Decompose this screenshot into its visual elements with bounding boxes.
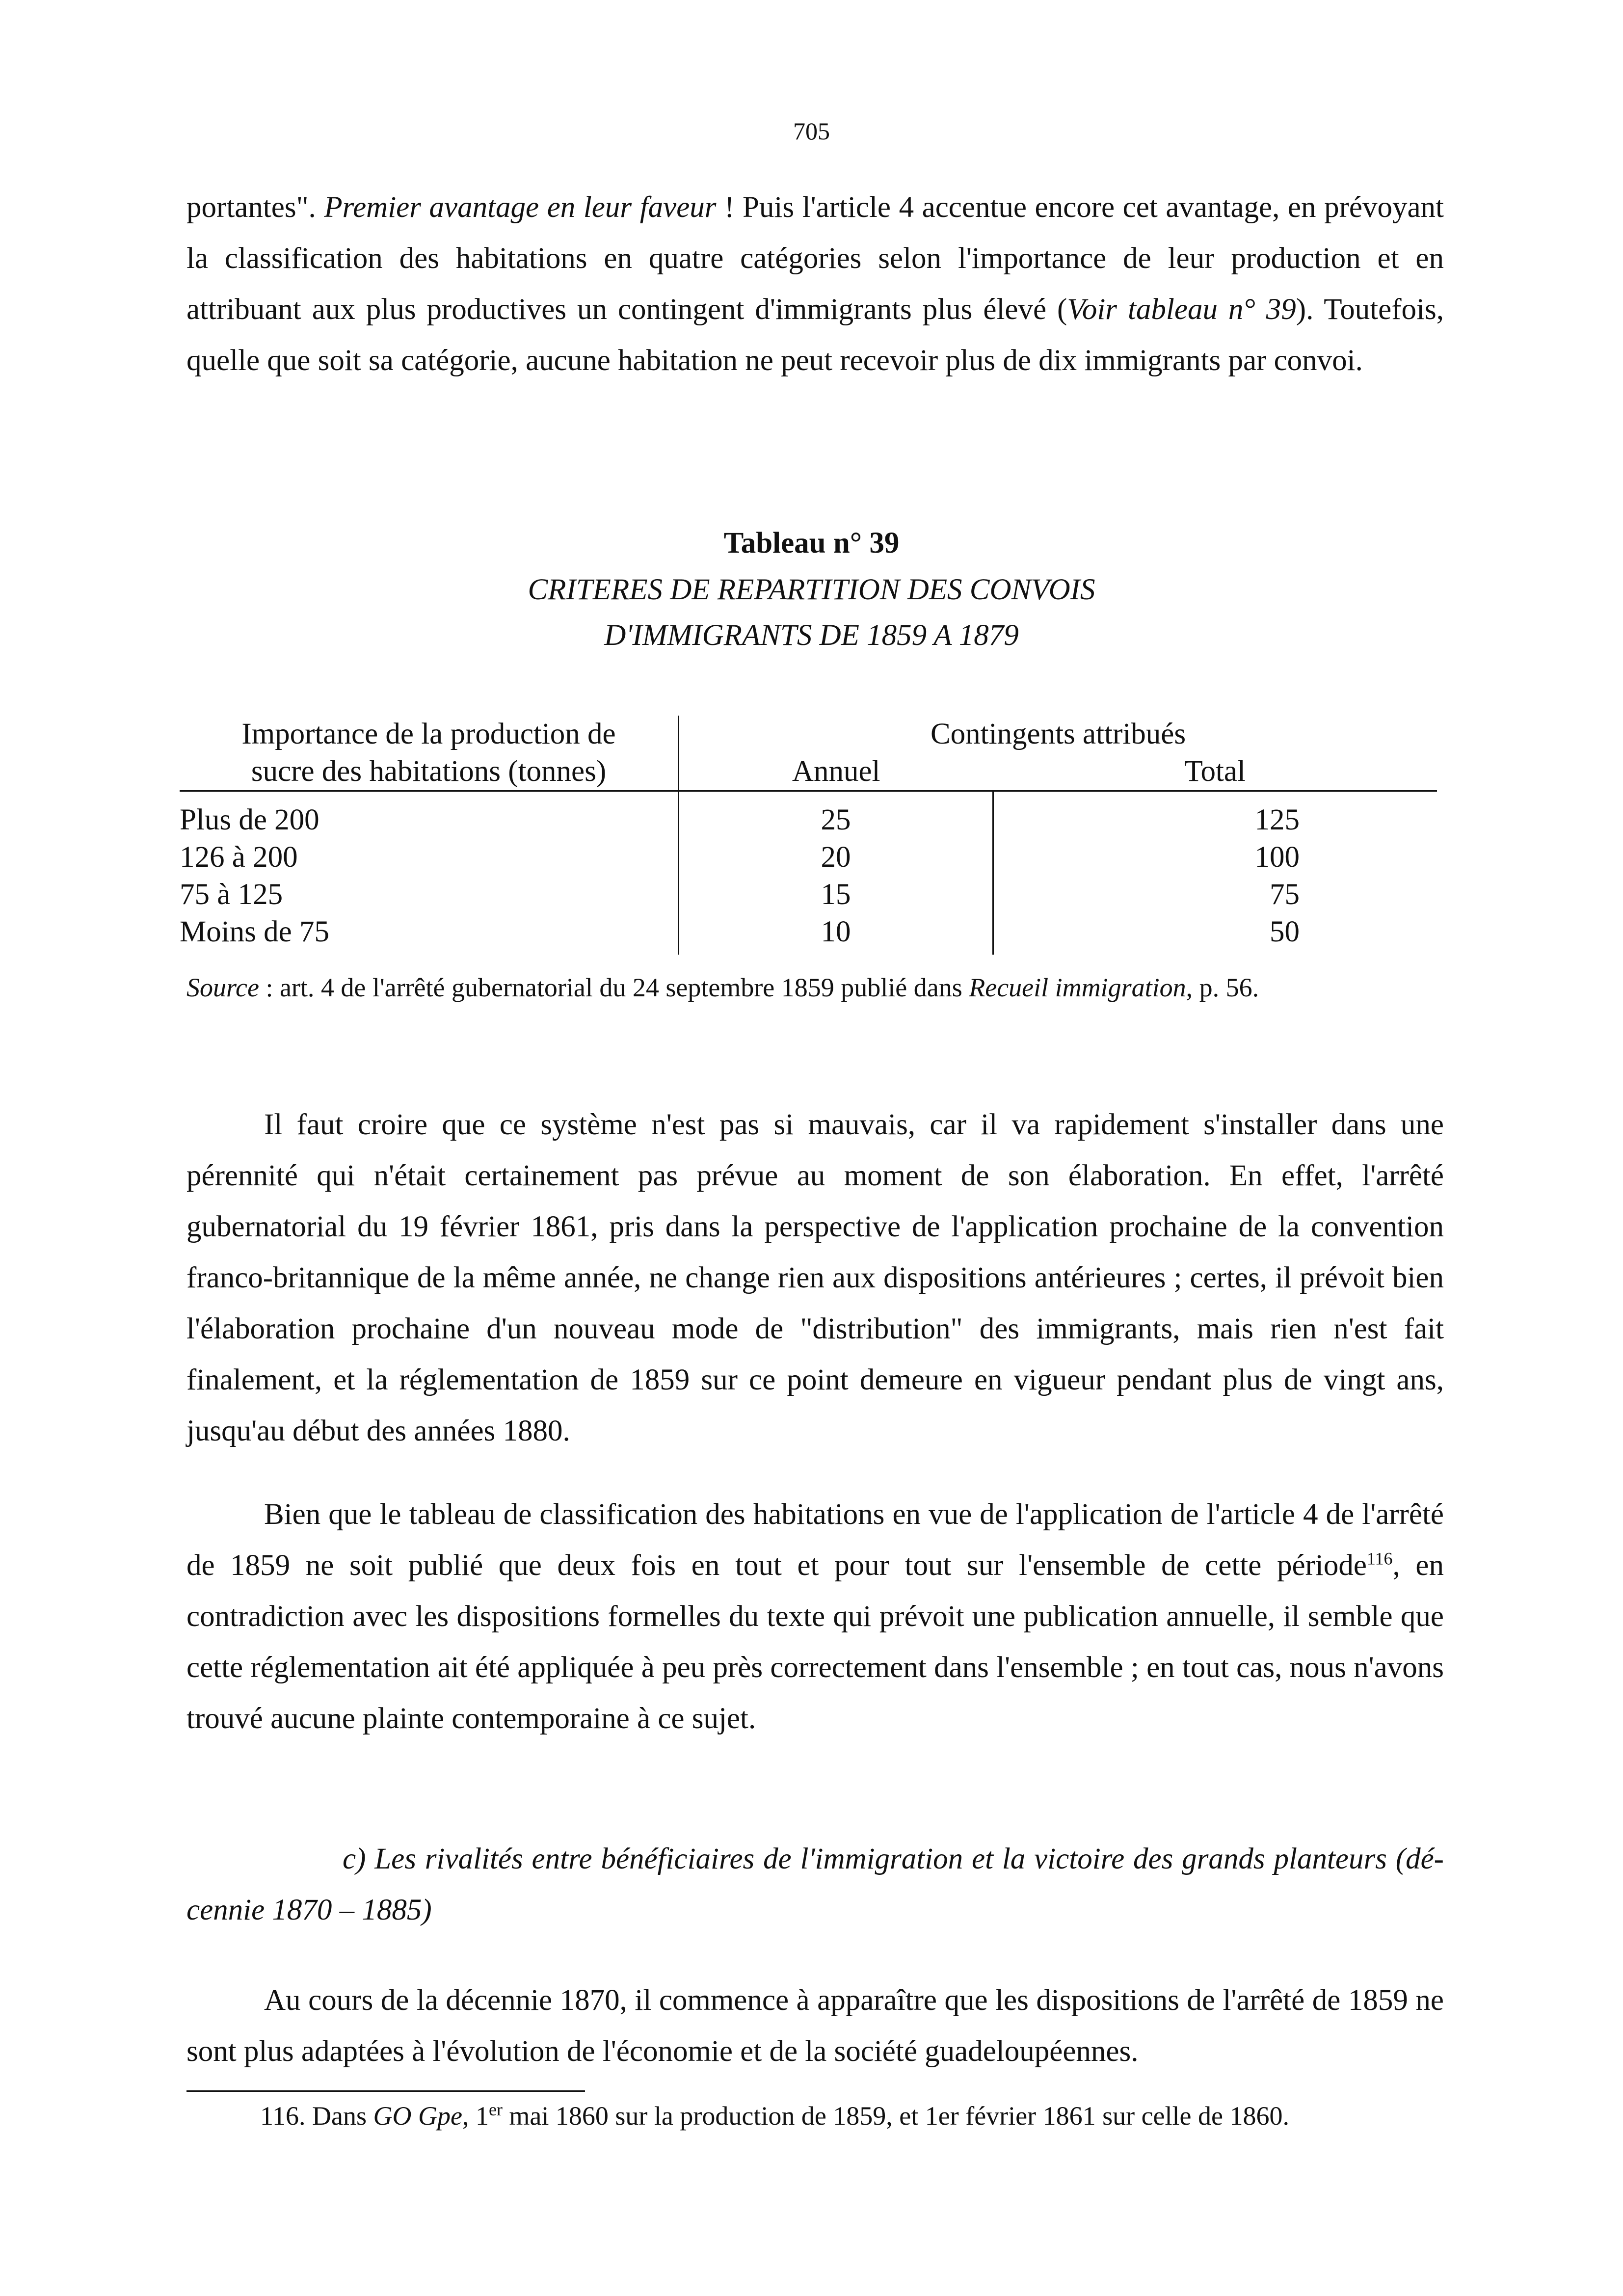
row-label: Moins de 75 [180,915,329,948]
footnote-separator [186,2090,585,2092]
row-total: 125 [993,791,1437,839]
header-contingents: Contingents attribués [679,716,1437,753]
source-text-a: : art. 4 de l'arrêté gubernatorial du 24 septembre 1859 publié dans [259,973,969,1002]
paragraph-1 [186,182,1444,386]
row-annuel: 10 [679,913,993,955]
table-header-row-2 [180,753,1437,791]
row-annuel: 20 [679,839,993,876]
source-publication: Recueil immigration [969,973,1186,1002]
table-number: Tableau n° 39 [723,527,900,560]
para1-text-a: portantes". [186,191,324,224]
paragraph-3 [186,1489,1444,1744]
header-production-line-1: Importance de la production de [241,718,616,750]
table-header-row-1 [180,716,1437,753]
row-total: 75 [993,876,1437,913]
row-label: 75 à 125 [180,878,283,911]
source-label: Source [186,973,259,1002]
header-total: Total [993,753,1437,791]
footnote-text-d: mai 1860 sur la production de 1859, et 1er février 1861 sur celle de 1860. [502,2101,1289,2131]
para1-emphasis: Premier avantage en leur faveur [324,191,717,224]
table-row [180,876,1437,913]
footnote-116 [260,2101,1289,2131]
table-source [186,972,1463,1003]
paragraph-2: Il faut croire que ce système n'est pas si mauvais, car il va rapidement s'installer dans une pérennité qui n'était certainement pas prévue au moment de son élaboration. En effet, l'arrêté gubernatorial du 19 février 1861, pris dans la perspective de l'application prochaine de la convention franco-britannique de la même année, ne change rien aux dispositions antérieures ; certes, il prévoit bien l'élaboration prochaine d'un nouveau mode de "distribution" des immigrants, mais rien n'est fait finalement, et la réglementation de 1859 sur ce point demeure en vigueur pendant plus de vingt ans, jusqu'au début des années 1880. [186,1108,1444,1447]
section-heading: c) Les rivalités entre bénéficiaires de l'immigration et la victoire des grands planteurs (décennie 1870 – 1885) [186,1842,1444,1926]
footnote-text-c: , 1 [462,2101,489,2131]
row-total: 100 [993,839,1437,876]
table-row [180,791,1437,839]
page-number: 705 [793,117,830,145]
header-production-line-2: sucre des habitations (tonnes) [180,753,679,791]
row-label: 126 à 200 [180,841,298,874]
distribution-table [180,716,1437,955]
footnote-publication: GO Gpe [373,2101,462,2131]
paragraph-4: Au cours de la décennie 1870, il commence à apparaître que les dispositions de l'arrêté de 1859 ne sont plus adaptées à l'évolution de l'économie et de la société guadeloupéennes. [186,1984,1444,2068]
para1-table-reference: Voir tableau n° 39 [1067,293,1296,326]
para3-text-a: Bien que le tableau de classification des habitations en vue de l'application de l'article 4 de l'arrêté de 1859 ne soit publié que deux fois en tout et pour tout sur l'ensemble de cette période [186,1498,1444,1582]
footnote-text-a: 116. Dans [260,2101,373,2131]
para1-text-c: ! Puis l'article 4 accentue encore cet avantage, en prévoyant la classification des habitations en quatre catégories selon l'importance de leur production et en attribuant aux plus productives un contingent d'immigrants plus élevé ( [186,191,1444,326]
row-annuel: 25 [679,791,993,839]
footnote-reference-116: 116 [1366,1548,1393,1569]
footnote-superscript: er [488,2100,503,2119]
row-annuel: 15 [679,876,993,913]
para3-text-b: , en contradiction avec les dispositions formelles du texte qui prévoit une publication annuelle, il semble que cette réglementation ait été appliquée à peu près correctement dans l'ensemble ; en tout cas, nous n'avons trouvé aucune plainte contemporaine à ce sujet. [186,1549,1444,1735]
row-total: 50 [993,913,1437,955]
row-label: Plus de 200 [180,803,319,836]
table-subtitle-line-2: D'IMMIGRANTS DE 1859 A 1879 [604,619,1019,652]
table-row [180,913,1437,955]
header-annuel: Annuel [679,753,993,791]
table-row [180,839,1437,876]
source-text-c: , p. 56. [1186,973,1259,1002]
table-subtitle-line-1: CRITERES DE REPARTITION DES CONVOIS [528,573,1095,606]
para1-text-e: ). Toutefois, quelle que soit sa catégorie, aucune habitation ne peut recevoir plus de dix immigrants par convoi. [186,293,1444,377]
